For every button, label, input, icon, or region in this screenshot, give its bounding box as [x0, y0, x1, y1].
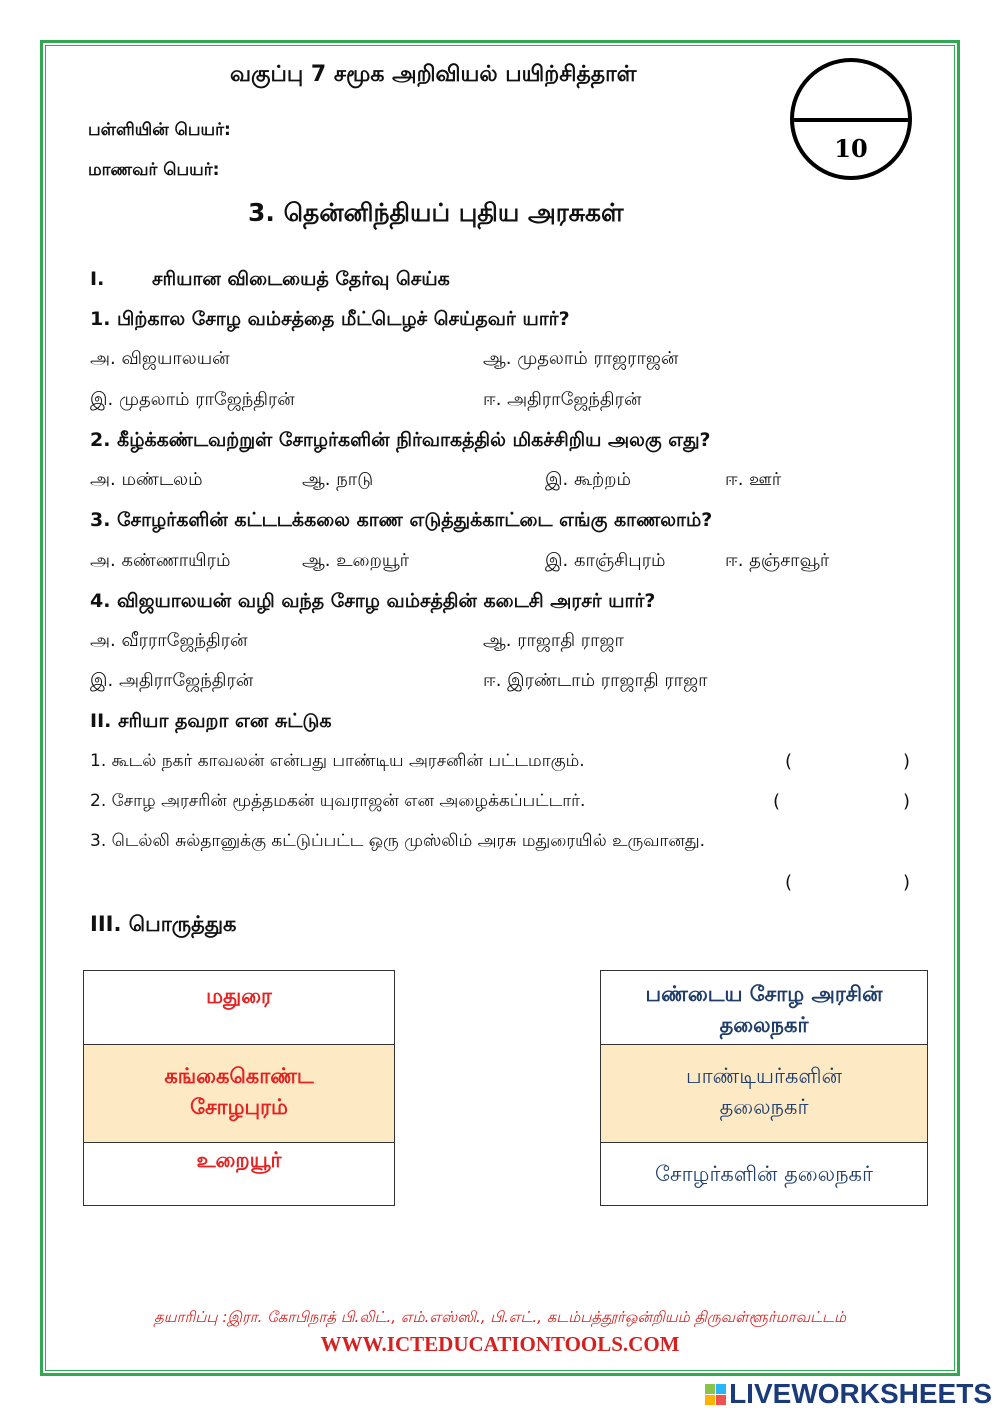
school-name-label: பள்ளியின் பெயர்:	[88, 120, 231, 140]
q4-option-c[interactable]: இ. அதிராஜேந்திரன்	[90, 670, 254, 691]
section1-heading: சரியான விடையைத் தேர்வு செய்க	[152, 268, 450, 290]
q1-option-a[interactable]: அ. விஜயாலயன்	[90, 348, 230, 369]
tf-statement-1: 1. கூடல் நகர் காவலன் என்பது பாண்டிய அரசனின் பட்டமாகும்.	[90, 751, 585, 771]
tf-statement-3: 3. டெல்லி சுல்தானுக்கு கட்டுப்பட்ட ஒரு முஸ்லிம் அரசு மதுரையில் உருவானது.	[90, 831, 706, 851]
q2-option-a[interactable]: அ. மண்டலம்	[90, 469, 203, 490]
tf-answer-3-open[interactable]: (	[785, 872, 793, 893]
match-right-column	[600, 970, 928, 1206]
match-left-1[interactable]	[84, 971, 394, 1044]
liveworksheets-logo-icon	[705, 1384, 726, 1405]
q3-option-b[interactable]: ஆ. உறையூர்	[302, 550, 410, 571]
tf-answer-3-close[interactable]: )	[903, 872, 911, 893]
worksheet-title: வகுப்பு 7 சமூக அறிவியல் பயிற்சித்தாள்	[230, 62, 637, 87]
tf-answer-1-open[interactable]: (	[785, 751, 793, 772]
section3-heading: III. பொருத்துக	[90, 912, 237, 936]
q1-option-d[interactable]: ஈ. அதிராஜேந்திரன்	[483, 389, 642, 410]
q1-option-b[interactable]: ஆ. முதலாம் ராஜராஜன்	[483, 348, 679, 369]
section1-number: I.	[90, 268, 105, 290]
q2-option-b[interactable]: ஆ. நாடு	[302, 469, 374, 490]
match-left-3[interactable]	[84, 1143, 394, 1207]
match-left-2-text: கங்கைகொண்ட சோழபுரம்	[164, 1064, 314, 1119]
q4-option-b[interactable]: ஆ. ராஜாதி ராஜா	[483, 630, 624, 651]
student-name-label: மாணவர் பெயர்:	[88, 160, 220, 180]
q2-option-d[interactable]: ஈ. ஊர்	[725, 469, 782, 490]
match-left-2[interactable]	[84, 1044, 394, 1143]
question-2: 2. கீழ்க்கண்டவற்றுள் சோழர்களின் நிர்வாகத்தில் மிகச்சிறிய அலகு எது?	[90, 429, 711, 451]
tf-answer-1-close[interactable]: )	[903, 751, 911, 772]
liveworksheets-brand[interactable]	[705, 1378, 992, 1410]
match-right-2-text: பாண்டியர்களின் தலைநகர்	[685, 1064, 843, 1119]
tf-answer-2-open[interactable]: (	[773, 791, 781, 812]
q3-option-d[interactable]: ஈ. தஞ்சாவூர்	[725, 550, 830, 571]
question-4: 4. விஜயாலயன் வழி வந்த சோழ வம்சத்தின் கடைசி அரசர் யார்?	[90, 590, 656, 612]
q4-option-d[interactable]: ஈ. இரண்டாம் ராஜாதி ராஜா	[483, 670, 708, 691]
q3-option-a[interactable]: அ. கண்ணாயிரம்	[90, 550, 231, 571]
match-right-1[interactable]	[601, 971, 927, 1044]
website-link[interactable]: WWW.ICTEDUCATIONTOOLS.COM	[320, 1332, 680, 1356]
max-score: 10	[834, 134, 868, 163]
q1-option-c[interactable]: இ. முதலாம் ராஜேந்திரன்	[90, 389, 295, 410]
tf-statement-2: 2. சோழ அரசரின் மூத்தமகன் யுவராஜன் என அழைக்கப்பட்டார்.	[90, 791, 586, 811]
q2-option-c[interactable]: இ. கூற்றம்	[545, 469, 631, 490]
section2-heading: II. சரியா தவறா என சுட்டுக	[90, 710, 332, 732]
score-circle	[790, 58, 912, 180]
tf-answer-2-close[interactable]: )	[903, 791, 911, 812]
lesson-title: 3. தென்னிந்தியப் புதிய அரசுகள்	[248, 198, 624, 227]
author-credit: தயாரிப்பு :இரா. கோபிநாத் பி.லிட்., எம்.எஸ்ஸி., பி.எட்., கடம்பத்தூர்ஒன்றியம் திருவள்ளூர்மாவட்டம்	[153, 1308, 847, 1326]
question-1: 1. பிற்கால சோழ வம்சத்தை மீட்டெழச் செய்தவர் யார்?	[90, 308, 570, 330]
match-left-1-text: மதுரை	[206, 984, 272, 1008]
match-left-column	[83, 970, 395, 1206]
match-right-3[interactable]	[601, 1143, 927, 1207]
match-right-1-text: பண்டைய சோழ அரசின் தலைநகர்	[645, 982, 883, 1037]
q3-option-c[interactable]: இ. காஞ்சிபுரம்	[545, 550, 666, 571]
match-right-3-text: சோழர்களின் தலைநகர்	[655, 1162, 873, 1186]
match-right-2[interactable]	[601, 1044, 927, 1143]
question-3: 3. சோழர்களின் கட்டடக்கலை காண எடுத்துக்காட்டை எங்கு காணலாம்?	[90, 509, 713, 531]
brand-name: LIVEWORKSHEETS	[729, 1378, 992, 1409]
q4-option-a[interactable]: அ. வீரராஜேந்திரன்	[90, 630, 248, 651]
match-left-3-text: உறையூர்	[196, 1148, 282, 1172]
